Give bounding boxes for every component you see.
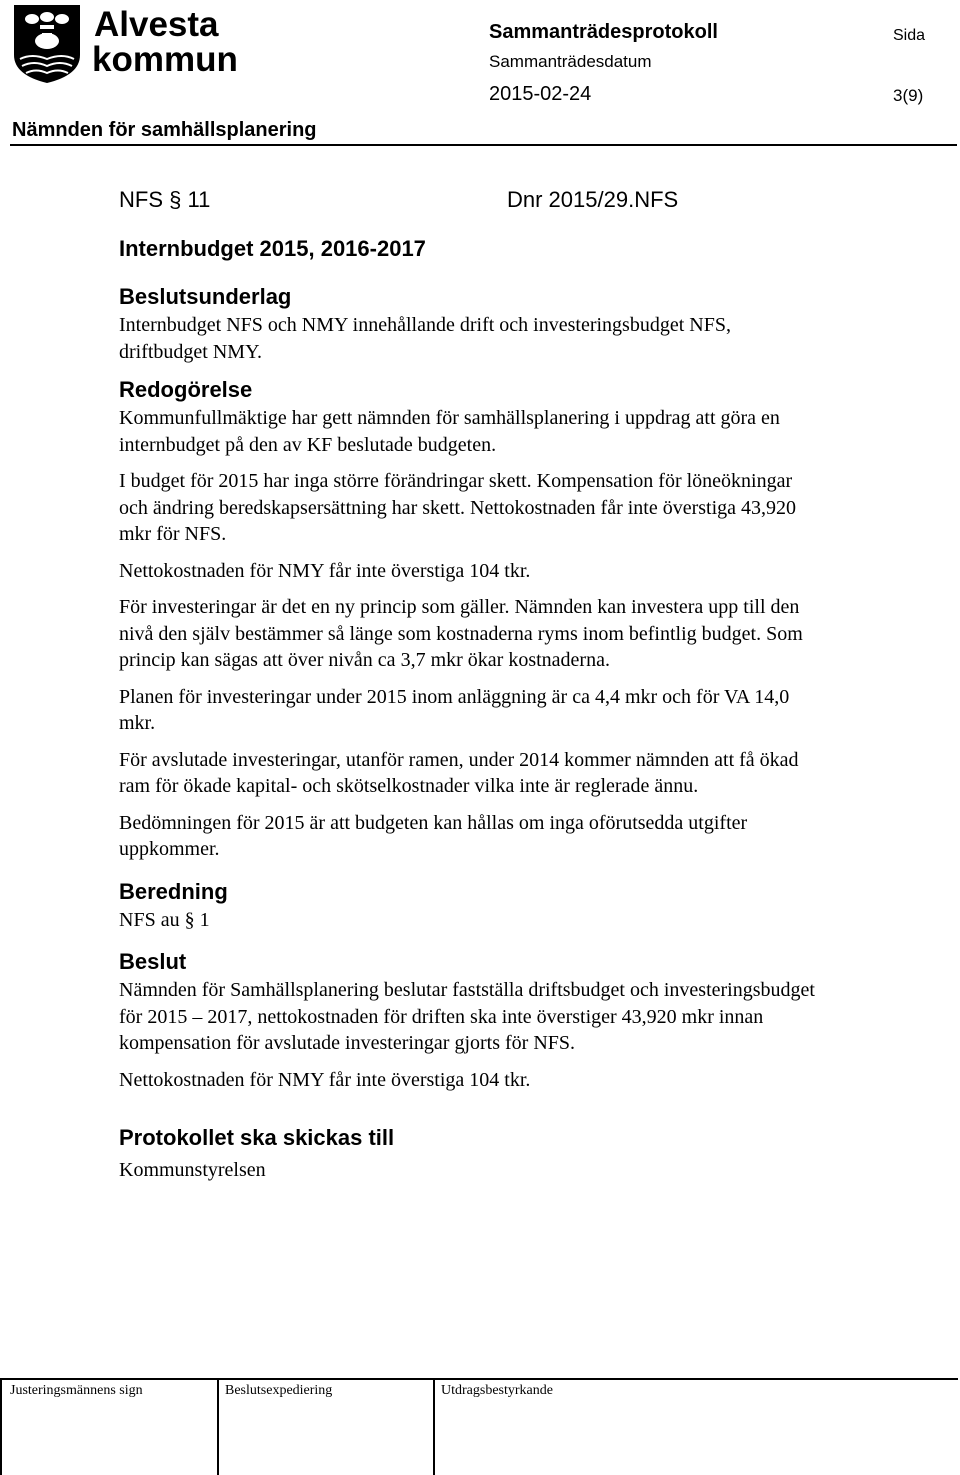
item-title: Internbudget 2015, 2016-2017 — [119, 236, 426, 261]
paragraph-reference: NFS § 11 — [119, 187, 211, 212]
meeting-date: 2015-02-24 — [489, 83, 592, 105]
footer-dispatch-label: Beslutsexpediering — [225, 1383, 333, 1398]
section-paragraph: Nettokostnaden för NMY får inte överstiga 104 tkr. — [119, 559, 531, 582]
section-paragraph: Internbudget NFS och NMY innehållande drift och investeringsbudget NFS, driftbudget NMY. — [119, 314, 731, 363]
section-paragraph: Planen för investeringar under 2015 inom anläggning är ca 4,4 mkr och för VA 14,0 mkr. — [119, 685, 790, 734]
section-heading: Redogörelse — [119, 377, 253, 402]
section-heading: Beredning — [119, 878, 228, 904]
section-paragraph: Kommunstyrelsen — [119, 1159, 266, 1181]
section-redogorelse — [119, 375, 819, 863]
date-label: Sammanträdesdatum — [489, 52, 652, 71]
section-paragraph: Kommunfullmäktige har gett nämnden för samhällsplanering i uppdrag att göra en internbudget på den av KF beslutade budgeten. — [119, 407, 780, 456]
document-type: Sammanträdesprotokoll — [489, 21, 718, 43]
logo-wordmark-line2: kommun — [92, 40, 238, 79]
coat-of-arms-icon — [12, 3, 242, 85]
section-paragraph: Bedömningen för 2015 är att budgeten kan hållas om inga oförutsedda utgifter uppkommer. — [119, 811, 748, 860]
section-beredning — [119, 877, 819, 934]
municipality-logo — [12, 3, 242, 85]
footer-certification-label: Utdragsbestyrkande — [441, 1383, 553, 1398]
section-paragraph: NFS au § 1 — [119, 908, 210, 931]
protocol-item — [119, 185, 819, 1194]
footer-cell-border — [217, 1380, 219, 1475]
logo-wordmark-line1: Alvesta — [94, 5, 219, 44]
section-beslut — [119, 947, 819, 1093]
section-paragraph: I budget för 2015 har inga större förändringar skett. Kompensation för löneökningar och ändring beredskapsersättning har skett. Nettokostnaden får inte överstiga 43,920 mkr för NFS. — [119, 470, 797, 545]
section-heading: Beslutsunderlag — [119, 284, 292, 309]
footer-signature-label: Justeringsmännens sign — [10, 1383, 143, 1398]
item-reference-row — [119, 185, 819, 218]
footer-cell-border — [433, 1380, 435, 1475]
diary-number: Dnr 2015/29.NFS — [507, 187, 679, 212]
board-name: Nämnden för samhällsplanering — [12, 119, 317, 141]
section-paragraph: För investeringar är det en ny princip som gäller. Nämnden kan investera upp till den nivå den själv bestämmer så länge som kostnaderna ryms inom befintlig budget. Som princip kan sägas att över nivån ca 3,7 mkr ökar kostnaderna. — [119, 596, 803, 671]
section-paragraph: Nämnden för Samhällsplanering beslutar fastställa driftsbudget och investeringsbudget för 2015 – 2017, nettokostnaden för driften ska inte överstiger 43,920 mkr innan kompensation för avslutade investeringar gjorts för NFS. — [119, 979, 815, 1054]
page-number: 3(9) — [893, 86, 924, 105]
page-label: Sida — [893, 27, 926, 44]
section-heading: Protokollet ska skickas till — [119, 1125, 395, 1150]
section-beslutsunderlag — [119, 282, 819, 365]
header-divider — [10, 144, 957, 146]
section-protokollet — [119, 1123, 819, 1184]
section-heading: Beslut — [119, 949, 187, 974]
section-paragraph: För avslutade investeringar, utanför ramen, under 2014 kommer nämnden att få ökad ram för ökade kapital- och skötselkostnader vilka inte är reglerade ännu. — [119, 748, 799, 797]
footer-cell-border — [0, 1380, 2, 1475]
footer-divider — [0, 1378, 958, 1380]
section-paragraph: Nettokostnaden för NMY får inte överstiga 104 tkr. — [119, 1068, 531, 1091]
